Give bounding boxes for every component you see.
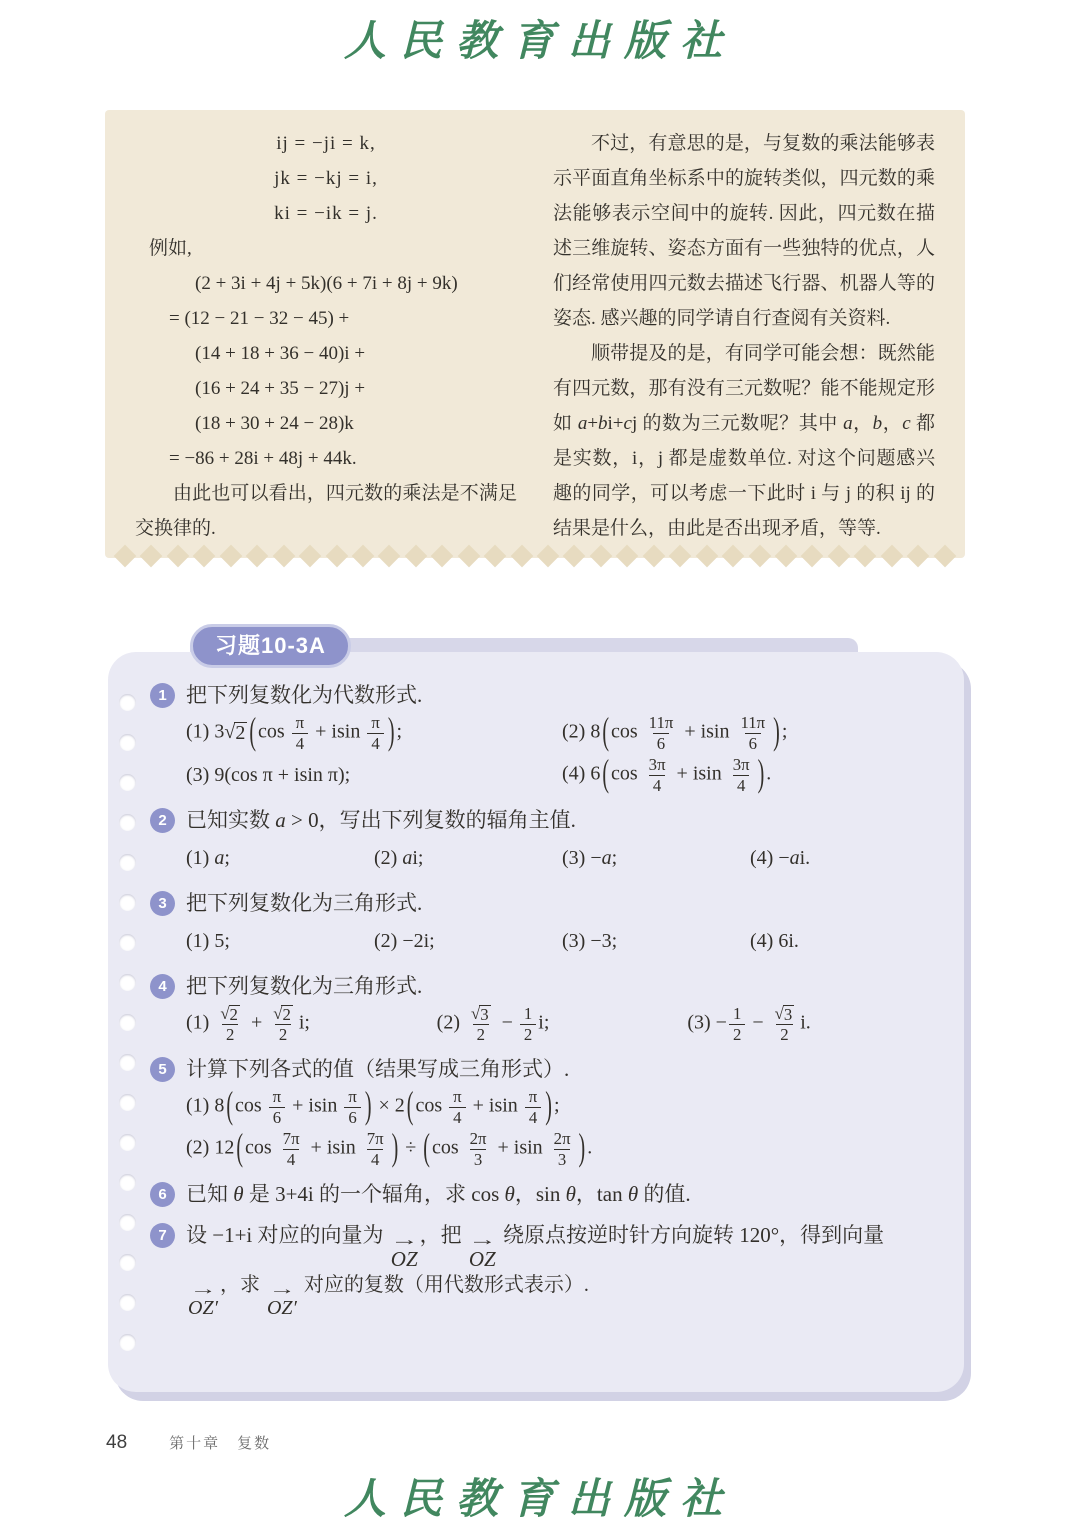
diamond-ornament — [246, 545, 269, 568]
problem-parts-row — [150, 712, 938, 754]
equation-line: ki = −ik = j. — [274, 203, 378, 224]
page-number: 48 — [106, 1432, 128, 1453]
problem-parts-row — [150, 920, 938, 962]
binder-hole — [119, 774, 136, 791]
problem-part: (1) 5; — [186, 930, 230, 952]
problem-part: (3) 9(cos π + isin π); — [186, 764, 351, 786]
problem-parts-row — [150, 1270, 938, 1318]
problem-number-badge: 4 — [150, 974, 175, 999]
equation-line: (2 + 3i + 4j + 5k)(6 + 7i + 8j + 9k) — [195, 273, 458, 294]
problem-parts-row — [150, 1128, 938, 1170]
problem-part: (2) −2i; — [374, 930, 435, 952]
problem-part: (1) a; — [186, 847, 230, 869]
problem-stem: 设 −1+i 对应的向量为 → OZ ，把 → OZ 绕原点按逆时针方向旋转 120°，得到向量 — [186, 1223, 885, 1271]
diamond-ornament — [775, 545, 798, 568]
binder-hole — [119, 1214, 136, 1231]
chapter-title: 第十章 复数 — [169, 1436, 272, 1452]
diamond-ornament — [378, 545, 401, 568]
problem-item — [150, 969, 938, 1045]
problem-part: (2) ai; — [374, 847, 424, 869]
example-label: 例如, — [149, 238, 192, 259]
equation-line: (18 + 30 + 24 − 28)k — [195, 413, 354, 434]
binder-hole — [119, 1334, 136, 1351]
problem-part: (2) √ 3 2 − $\frac{1}{2}$ i; — [436, 1004, 550, 1044]
exercise-panel — [108, 652, 964, 1392]
equation-line: = (12 − 21 − 32 − 45) + — [169, 308, 350, 329]
diamond-ornament — [457, 545, 480, 568]
problem-parts-row — [150, 837, 938, 879]
binder-hole — [119, 974, 136, 991]
diamond-ornament — [325, 545, 348, 568]
problem-stem: 把下列复数化为三角形式. — [186, 891, 423, 915]
quaternion-reading-box — [105, 110, 965, 558]
diamond-ornament — [880, 545, 903, 568]
exercise-section-badge: 习题10-3A — [190, 624, 351, 668]
binder-hole — [119, 1174, 136, 1191]
diamond-ornament — [219, 545, 242, 568]
diamond-ornament — [669, 545, 692, 568]
diamond-ornament — [193, 545, 216, 568]
diamond-ornament — [431, 545, 454, 568]
problem-part: → OZ′ ，求 → OZ′ 对应的复数（用代数形式表示）. — [188, 1273, 589, 1319]
diamond-ornament — [616, 545, 639, 568]
diamond-ornament — [907, 545, 930, 568]
problem-part: (3) −a; — [562, 847, 618, 869]
diamond-ornament — [484, 545, 507, 568]
diamond-ornament — [140, 545, 163, 568]
equation-line: ij = −ji = k, — [276, 133, 376, 154]
binder-hole — [119, 734, 136, 751]
problem-number-badge: 7 — [150, 1223, 175, 1248]
diamond-ornament — [854, 545, 877, 568]
problem-stem: 把下列复数化为代数形式. — [186, 683, 423, 707]
reading-left-column — [135, 126, 517, 548]
problem-part: (2) 12 ( cos $\frac{7\pi}{4}$ + isin $\frac{7\pi}{4}$ ) ÷ ( cos $\frac{2\pi}{3}$ + isin $\frac{2\pi}{3}$ ) . — [186, 1126, 593, 1169]
binder-hole — [119, 694, 136, 711]
problem-stem: 已知实数 a > 0，写出下列复数的辐角主值. — [186, 808, 576, 832]
diamond-ornament — [801, 545, 824, 568]
diamond-ornament — [404, 545, 427, 568]
diamond-ornament — [352, 545, 375, 568]
identity-equations — [135, 126, 517, 231]
problem-stem: 把下列复数化为三角形式. — [186, 974, 423, 998]
problem-part: (3) −3; — [562, 930, 618, 952]
problem-parts-row — [150, 1003, 938, 1045]
diamond-ornament — [722, 545, 745, 568]
binder-hole — [119, 814, 136, 831]
problem-stem: 已知 θ 是 3+4i 的一个辐角，求 cos θ，sin θ，tan θ 的值. — [186, 1182, 691, 1206]
problem-number-badge: 2 — [150, 808, 175, 833]
binder-hole — [119, 1254, 136, 1271]
problem-part: (4) −ai. — [750, 847, 811, 869]
diamond-ornament — [299, 545, 322, 568]
binder-hole — [119, 1014, 136, 1031]
diamond-ornament — [590, 545, 613, 568]
problem-parts-row — [150, 754, 938, 796]
paragraph: 顺带提及的是，有同学可能会想：既然能有四元数，那有没有三元数呢？能不能规定形如 a+bi+cj 的数为三元数呢？其中 a，b，c 都是实数，i，j 都是虚数单位. 对这个问题感兴趣的同学，可以考虑一下此时 i 与 j 的积 ij 的结果是什么，由此是否出现矛盾，等等. — [553, 343, 935, 539]
equation-line: (16 + 24 + 35 − 27)j + — [195, 378, 366, 399]
binder-hole — [119, 1294, 136, 1311]
problem-item — [150, 1177, 938, 1211]
problem-number-badge: 6 — [150, 1182, 175, 1207]
diamond-ornament — [933, 545, 956, 568]
equation-line: jk = −kj = i, — [274, 168, 378, 189]
diamond-ornament — [642, 545, 665, 568]
diamond-ornament — [510, 545, 533, 568]
paragraph: 不过，有意思的是，与复数的乘法能够表示平面直角坐标系中的旋转类似，四元数的乘法能够表示空间中的旋转. 因此，四元数在描述三维旋转、姿态方面有一些独特的优点，人们经常使用四元数去描述飞行器、机器人等的姿态. 感兴趣的同学请自行查阅有关资料. — [553, 133, 935, 329]
problem-parts-row — [150, 1086, 938, 1128]
problem-part: (1) √ 2 2 + √ 2 2 i; — [186, 1004, 310, 1044]
diamond-ornament — [748, 545, 771, 568]
problem-part: (4) 6i. — [750, 930, 799, 952]
reading-right-column — [553, 126, 935, 548]
diamond-ornament — [167, 545, 190, 568]
binder-hole — [119, 854, 136, 871]
problem-list — [150, 678, 938, 1378]
problem-item — [150, 1218, 938, 1318]
derivation-block — [135, 266, 517, 476]
diamond-ornament — [563, 545, 586, 568]
equation-line: (14 + 18 + 36 − 40)i + — [195, 343, 366, 364]
problem-part: (2) 8 ( cos $\frac{11\pi}{6}$ + isin $\frac{11\pi}{6}$ ) ; — [562, 710, 788, 753]
binder-hole — [119, 1054, 136, 1071]
problem-number-badge: 5 — [150, 1057, 175, 1082]
problem-item — [150, 1052, 938, 1170]
problem-part: (1) 8 ( cos $\frac{\pi}{6}$ + isin $\frac{\pi}{6}$ ) × 2 ( cos $\frac{\pi}{4}$ + isin $\frac{\pi}{4}$ ) ; — [186, 1084, 560, 1127]
diamond-ornament — [272, 545, 295, 568]
problem-part: (1) 3 √ 2 ( cos $\frac{\pi}{4}$ + isin $\frac{\pi}{4}$ ) ; — [186, 710, 403, 753]
binder-hole — [119, 894, 136, 911]
problem-number-badge: 1 — [150, 683, 175, 708]
diamond-ornament — [827, 545, 850, 568]
binder-hole — [119, 1134, 136, 1151]
publisher-logo-bottom: 人民教育出版社 — [343, 1474, 736, 1523]
problem-number-badge: 3 — [150, 891, 175, 916]
page-footer — [106, 1432, 271, 1454]
diamond-ornament — [114, 545, 137, 568]
diamond-border — [117, 548, 953, 568]
diamond-ornament — [537, 545, 560, 568]
equation-line: = −86 + 28i + 48j + 44k. — [169, 448, 357, 469]
problem-part: (3) − $\frac{1}{2}$ − √ 3 2 i. — [687, 1004, 811, 1044]
binder-hole — [119, 934, 136, 951]
publisher-logo-top: 人民教育出版社 — [343, 16, 736, 65]
problem-stem: 计算下列各式的值（结果写成三角形式）. — [186, 1057, 570, 1081]
binder-hole — [119, 1094, 136, 1111]
conclusion-text: 由此也可以看出，四元数的乘法是不满足交换律的. — [135, 483, 517, 539]
problem-item — [150, 803, 938, 879]
diamond-ornament — [695, 545, 718, 568]
problem-part: (4) 6 ( cos $\frac{3\pi}{4}$ + isin $\frac{3\pi}{4}$ ) . — [562, 752, 772, 795]
problem-item — [150, 678, 938, 796]
problem-item — [150, 886, 938, 962]
